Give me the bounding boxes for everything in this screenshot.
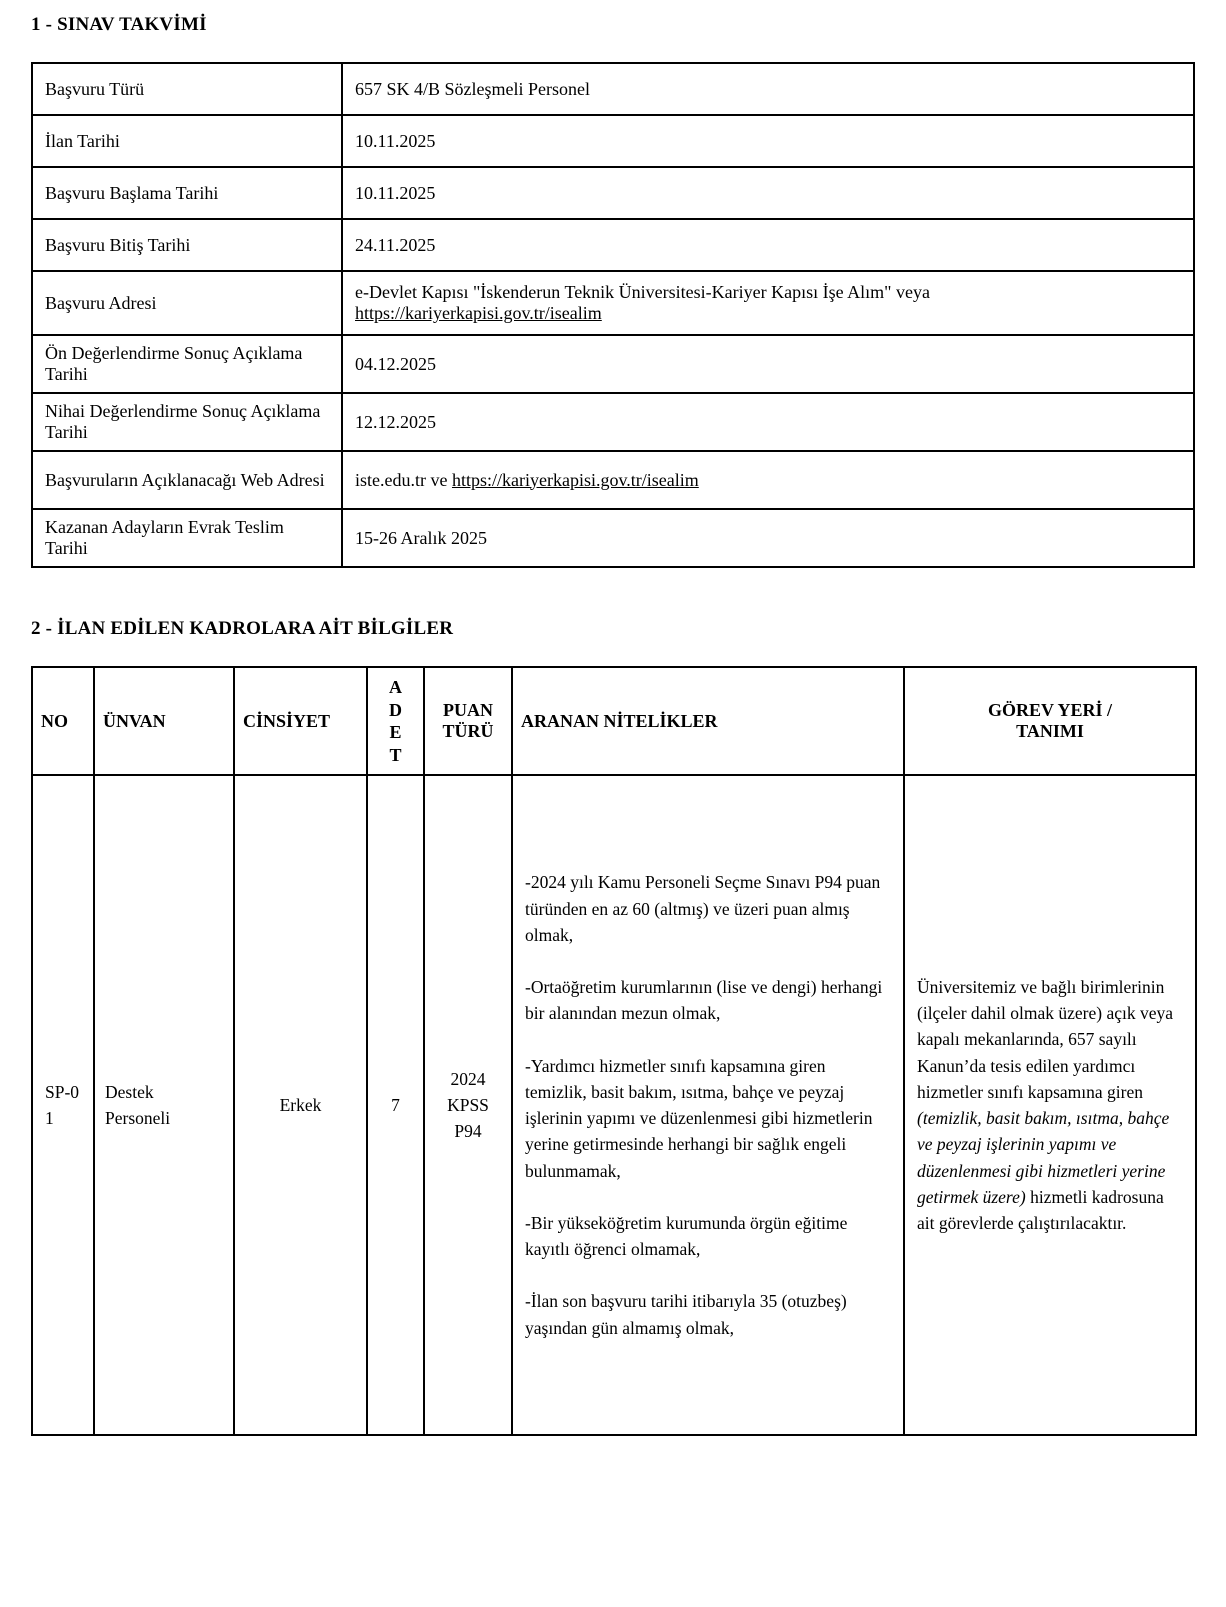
schedule-row-value: 04.12.2025 [342,335,1194,393]
application-address-text: e-Devlet Kapısı "İskenderun Teknik Üniversitesi-Kariyer Kapısı İşe Alım" veya [355,282,930,302]
schedule-row-value: 24.11.2025 [342,219,1194,271]
column-header-no: NO [32,667,94,775]
position-requirements-cell [512,775,904,1435]
table-header-row [32,667,1196,775]
career-portal-link[interactable]: https://kariyerkapisi.gov.tr/isealim [355,303,602,323]
position-no: SP-01 [45,1081,80,1128]
schedule-row-value: 15-26 Aralık 2025 [342,509,1194,567]
table-row [32,219,1194,271]
schedule-row-label: Kazanan Adayların Evrak Teslim Tarihi [32,509,342,567]
schedule-row-value: 657 SK 4/B Sözleşmeli Personel [342,63,1194,115]
schedule-row-value [342,271,1194,335]
table-row [32,63,1194,115]
table-row [32,393,1194,451]
requirement-item: -Ortaöğretim kurumlarının (lise ve dengi) herhangi bir alanından mezun olmak, [525,977,883,1024]
schedule-row-value: 10.11.2025 [342,115,1194,167]
table-row [32,115,1194,167]
schedule-row-label: İlan Tarihi [32,115,342,167]
position-duty-cell [904,775,1196,1435]
schedule-row-label: Başvuru Başlama Tarihi [32,167,342,219]
gorev-header-label: GÖREV YERİ / TANIMI [987,700,1113,741]
schedule-row-label: Başvuru Adresi [32,271,342,335]
table-row [32,775,1196,1435]
table-row [32,271,1194,335]
table-row [32,451,1194,509]
schedule-row-label: Başvuruların Açıklanacağı Web Adresi [32,451,342,509]
schedule-row-label: Nihai Değerlendirme Sonuç Açıklama Tarihi [32,393,342,451]
schedule-row-label: Başvuru Bitiş Tarihi [32,219,342,271]
requirement-item: -Yardımcı hizmetler sınıfı kapsamına giren temizlik, basit bakım, ısıtma, bahçe ve peyzaj işlerinin yapımı ve düzenlenmesi gibi hizmetlerin yerine getirmesinde herhangi bir sağlık engeli bulunmamak, [525,1055,873,1181]
position-title-cell: Destek Personeli [94,775,234,1435]
duty-text-start: Üniversitemiz ve bağlı birimlerinin (ilçeler dahil olmak üzere) açık veya kapalı mekanlarında, 657 sayılı Kanun’da tesis edilen yardımcı hizmetler sınıfı kapsamına giren [917,976,1174,1102]
positions-section-title: 2 - İLAN EDİLEN KADROLARA AİT BİLGİLER [31,618,454,639]
position-no-cell [32,775,94,1435]
career-portal-link[interactable]: https://kariyerkapisi.gov.tr/isealim [451,469,699,490]
column-header-gorev-yeri [904,667,1196,775]
schedule-row-label: Başvuru Türü [32,63,342,115]
schedule-row-label: Ön Değerlendirme Sonuç Açıklama Tarihi [32,335,342,393]
position-score-type-cell: 2024 KPSS P94 [424,775,512,1435]
position-gender-cell: Erkek [234,775,367,1435]
table-row [32,509,1194,567]
table-row [32,167,1194,219]
schedule-section-title: 1 - SINAV TAKVİMİ [31,14,207,35]
positions-table [31,666,1197,1436]
schedule-row-value: 12.12.2025 [342,393,1194,451]
schedule-row-value [342,451,1194,509]
column-header-adet [367,667,424,775]
requirement-item: -2024 yılı Kamu Personeli Seçme Sınavı P94 puan türünden en az 60 (altmış) ve üzeri puan almış olmak, [525,872,881,945]
duty-text-italic: (temizlik, basit bakım, ısıtma, bahçe ve peyzaj işlerinin yapımı ve düzenlenmesi gibi hizmetleri yerine getirmek üzere) [917,1108,1170,1207]
table-row [32,335,1194,393]
column-header-cinsiyet: CİNSİYET [234,667,367,775]
schedule-row-value: 10.11.2025 [342,167,1194,219]
results-address-text: iste.edu.tr ve [355,469,452,490]
column-header-unvan: ÜNVAN [94,667,234,775]
column-header-puan-turu: PUAN TÜRÜ [424,667,512,775]
column-header-aranan-nitelikler: ARANAN NİTELİKLER [512,667,904,775]
position-count-cell: 7 [367,775,424,1435]
requirement-item: -İlan son başvuru tarihi itibarıyla 35 (otuzbeş) yaşından gün almamış olmak, [525,1291,847,1338]
adet-vertical-label: ADET [389,677,402,765]
requirement-item: -Bir yükseköğretim kurumunda örgün eğitime kayıtlı öğrenci olmamak, [525,1212,848,1259]
exam-schedule-table [31,62,1195,568]
duty-text-end: hizmetli kadrosuna ait görevlerde çalıştırılacaktır. [917,1186,1164,1233]
